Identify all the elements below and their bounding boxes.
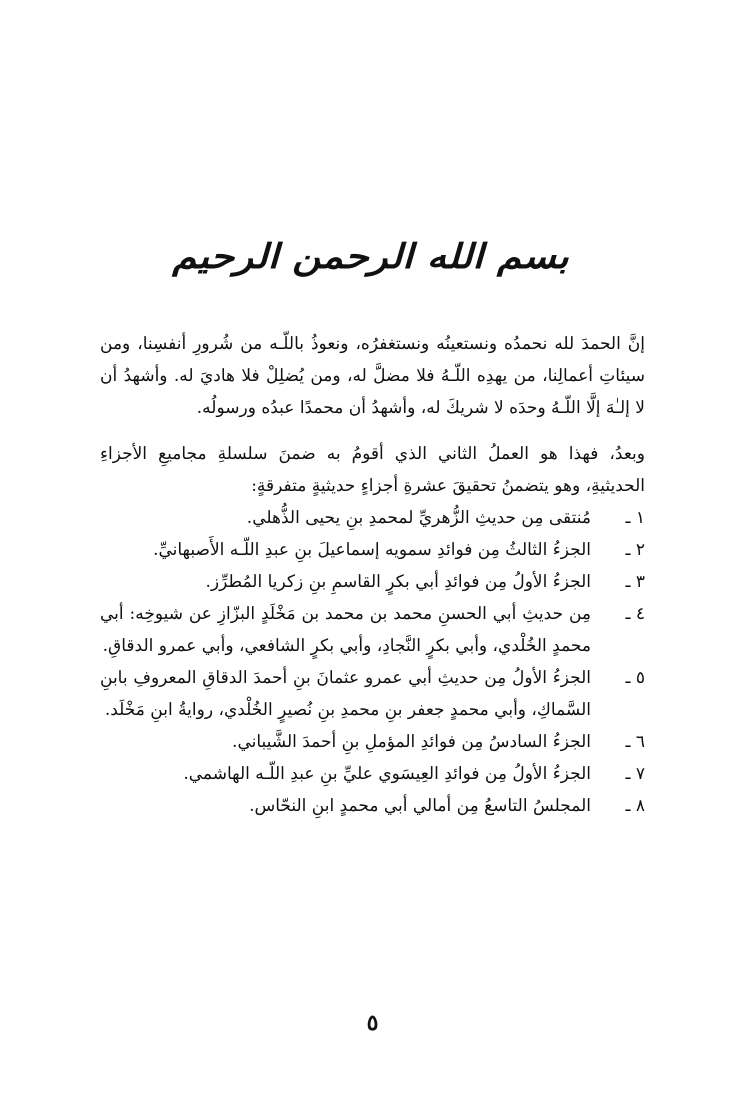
list-item	[100, 758, 645, 790]
item-number: ٤ ـ	[625, 604, 645, 624]
list-item	[100, 662, 645, 726]
item-number: ١ ـ	[625, 508, 645, 528]
item-text: المجلسُ التاسعُ مِن أمالي أبي محمدٍ ابنِ النحّاس.	[249, 796, 591, 816]
list-item	[100, 534, 645, 566]
item-text: الجزءُ الأولُ مِن فوائدِ أبي بكرٍ القاسمِ بنِ زكريا المُطرِّز.	[205, 572, 591, 592]
list-item	[100, 502, 645, 534]
list-item	[100, 598, 645, 662]
item-text: مِن حديثِ أبي الحسنِ محمد بن محمد بن مَخْلَدٍ البزّازِ عن شيوخِه: أبي محمدٍ الخُلْدي، وأبي بكرٍ النَّجادِ، وأبي بكرٍ الشافعي، وأبي عمرو الدقاقِ.	[100, 604, 591, 656]
item-number: ٦ ـ	[625, 732, 645, 752]
item-number: ٥ ـ	[625, 668, 645, 688]
item-text: الجزءُ الأولُ مِن فوائدِ العِيسَوي عليِّ بنِ عبدِ اللّـه الهاشمي.	[183, 764, 591, 784]
item-text: الجزءُ الثالثُ مِن فوائدِ سمويه إسماعيلَ بنِ عبدِ اللّـه الأَصبهانيِّ.	[153, 540, 591, 560]
basmala-calligraphy	[170, 222, 570, 292]
item-text: مُنتقى مِن حديثِ الزُّهريِّ لمحمدِ بنِ يحيى الذُّهلي.	[246, 508, 591, 528]
page-number: ٥	[366, 1010, 379, 1036]
opening-paragraph: إنَّ الحمدَ لله نحمدُه ونستعينُه ونستغفرُه، ونعوذُ باللّـه من شُرورِ أنفسِنا، ومن سيئاتِ أعمالِنا، من يهدِه اللّـهُ فلا مضلَّ له، ومن يُضلِلْ فلا هاديَ له. وأشهدُ أن لا إلـٰهَ إلَّا اللّـهُ وحدَه لا شريكَ له، وأشهدُ أن محمدًا عبدُه ورسولُه.	[100, 334, 645, 418]
parts-list	[100, 502, 645, 822]
item-number: ٨ ـ	[625, 796, 645, 816]
item-number: ٧ ـ	[625, 764, 645, 784]
basmala-text: بسم الله الرحمن الرحيم	[171, 237, 569, 277]
item-text: الجزءُ السادسُ مِن فوائدِ المؤملِ بنِ أحمدَ الشَّيباني.	[232, 732, 591, 752]
item-number: ٣ ـ	[625, 572, 645, 592]
page-body	[100, 328, 645, 822]
list-item	[100, 726, 645, 758]
item-text: الجزءُ الأولُ مِن حديثِ أبي عمرو عثمانَ بنِ أحمدَ الدقاقِ المعروفِ بابنِ السَّماكِ، وأبي محمدٍ جعفر بنِ محمدِ بنِ نُصيرٍ الخُلْدي، روايةُ ابنِ مَخْلَد.	[100, 668, 591, 720]
item-number: ٢ ـ	[625, 540, 645, 560]
paragraph-spacer	[100, 424, 645, 438]
list-item	[100, 566, 645, 598]
intro-paragraph: وبعدُ، فهذا هو العملُ الثاني الذي أقومُ به ضمنَ سلسلةِ مجاميعِ الأجزاءِ الحديثيةِ، وهو يتضمنُ تحقيقَ عشرةِ أجزاءٍ حديثيةٍ متفرقةٍ:	[100, 444, 645, 496]
list-item	[100, 790, 645, 822]
